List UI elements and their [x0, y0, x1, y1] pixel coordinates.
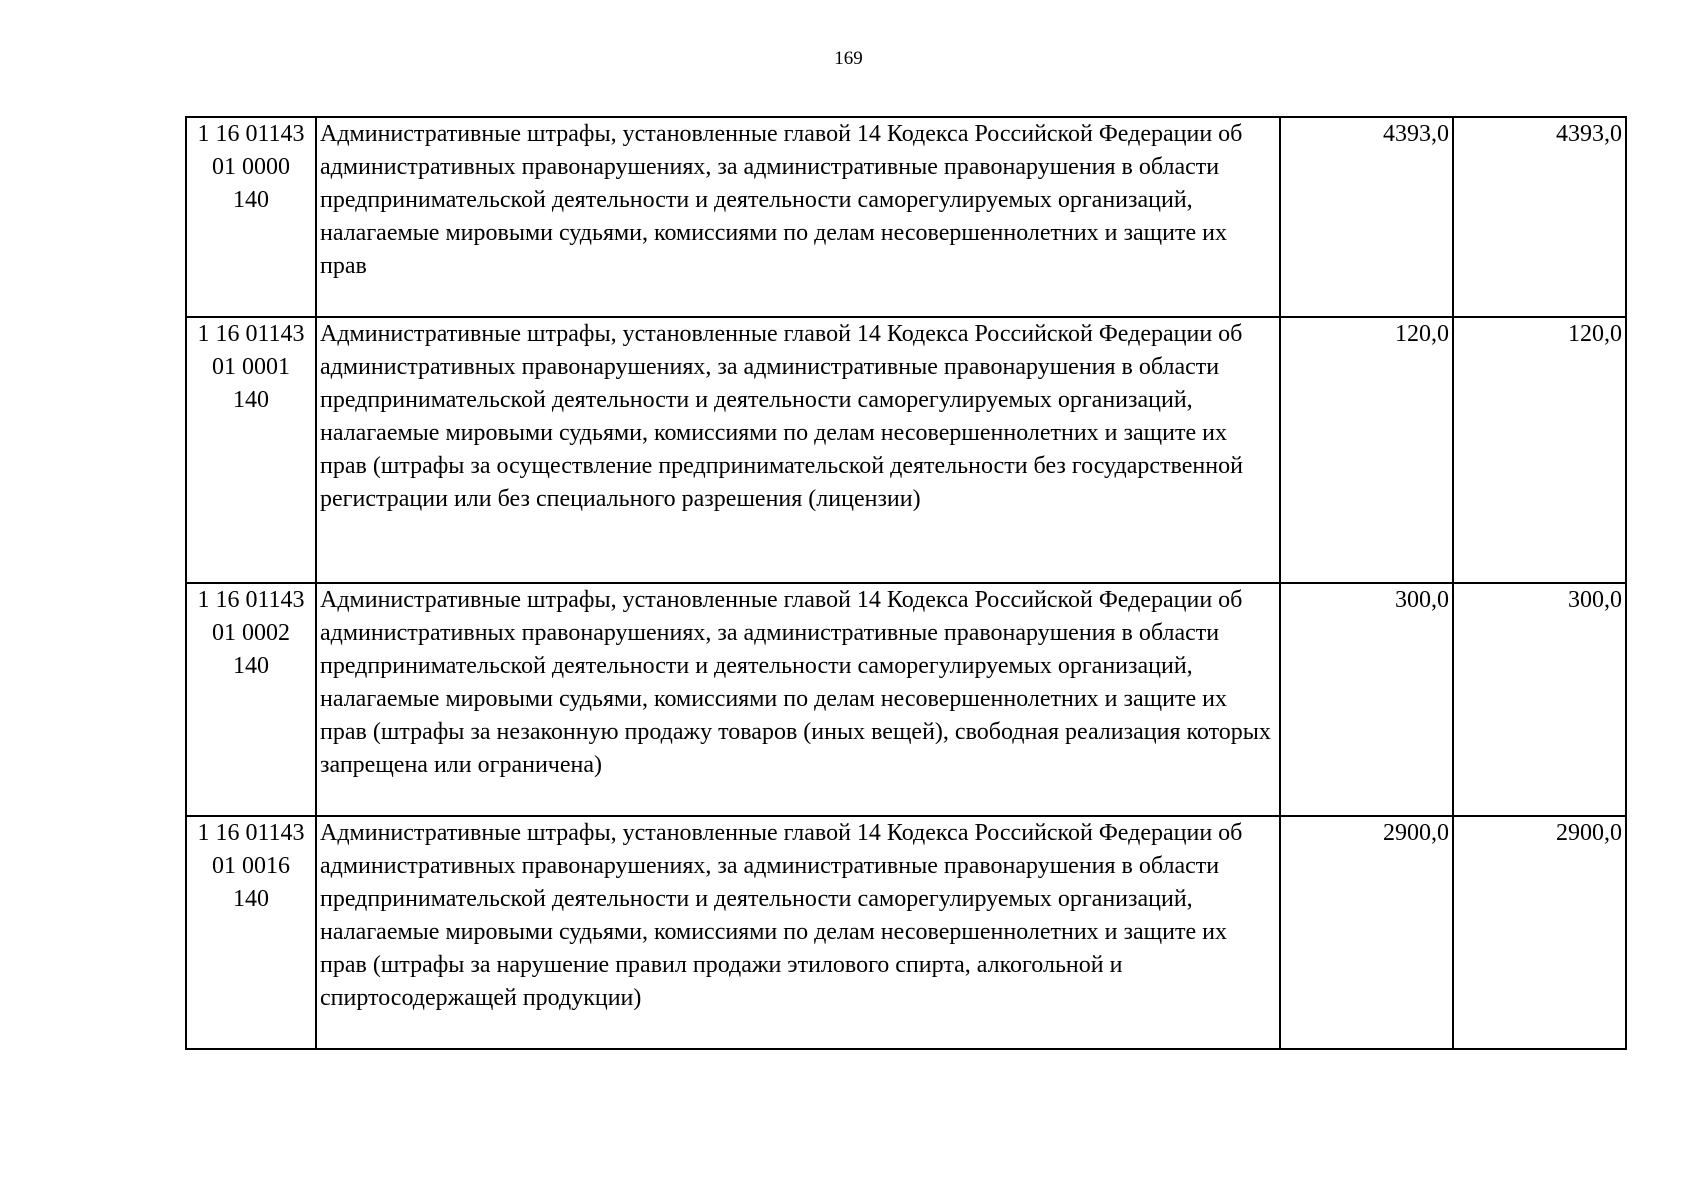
table-row — [186, 816, 1626, 1049]
budget-code-line: 140 — [233, 187, 269, 213]
budget-code-line: 1 16 01143 — [197, 587, 305, 613]
budget-code-cell — [186, 816, 316, 1049]
amount-cell-2: 300,0 — [1453, 583, 1626, 816]
amount-cell-2: 2900,0 — [1453, 816, 1626, 1049]
budget-revenue-table — [185, 116, 1627, 1050]
budget-code-line: 01 0016 — [212, 853, 290, 879]
budget-code-line: 01 0001 — [212, 354, 290, 380]
budget-code-cell — [186, 583, 316, 816]
budget-code-line: 1 16 01143 — [197, 121, 305, 147]
budget-code-line: 140 — [233, 653, 269, 679]
budget-code-line: 140 — [233, 387, 269, 413]
amount-cell-1: 4393,0 — [1280, 117, 1453, 317]
amount-cell-1: 300,0 — [1280, 583, 1453, 816]
page-number: 169 — [834, 48, 863, 69]
budget-code-cell — [186, 317, 316, 583]
table-row — [186, 583, 1626, 816]
description-cell: Административные штрафы, установленные главой 14 Кодекса Российской Федерации об административных правонарушениях, за административные правонарушения в области предпринимательской деятельности и деятельности саморегулируемых организаций, налагаемые мировыми судьями, комиссиями по делам несовершеннолетних и защите их прав (штрафы за незаконную продажу товаров (иных вещей), свободная реализация которых запрещена или ограничена) — [316, 583, 1280, 816]
budget-code-line: 1 16 01143 — [197, 820, 305, 846]
description-cell: Административные штрафы, установленные главой 14 Кодекса Российской Федерации об административных правонарушениях, за административные правонарушения в области предпринимательской деятельности и деятельности саморегулируемых организаций, налагаемые мировыми судьями, комиссиями по делам несовершеннолетних и защите их прав — [316, 117, 1280, 317]
table-row — [186, 117, 1626, 317]
table-row — [186, 317, 1626, 583]
amount-cell-2: 120,0 — [1453, 317, 1626, 583]
description-cell: Административные штрафы, установленные главой 14 Кодекса Российской Федерации об административных правонарушениях, за административные правонарушения в области предпринимательской деятельности и деятельности саморегулируемых организаций, налагаемые мировыми судьями, комиссиями по делам несовершеннолетних и защите их прав (штрафы за осуществление предпринимательской деятельности без государственной регистрации или без специального разрешения (лицензии) — [316, 317, 1280, 583]
budget-code-line: 1 16 01143 — [197, 321, 305, 347]
description-cell: Административные штрафы, установленные главой 14 Кодекса Российской Федерации об административных правонарушениях, за административные правонарушения в области предпринимательской деятельности и деятельности саморегулируемых организаций, налагаемые мировыми судьями, комиссиями по делам несовершеннолетних и защите их прав (штрафы за нарушение правил продажи этилового спирта, алкогольной и спиртосодержащей продукции) — [316, 816, 1280, 1049]
budget-code-line: 140 — [233, 886, 269, 912]
budget-code-line: 01 0000 — [212, 154, 290, 180]
amount-cell-1: 2900,0 — [1280, 816, 1453, 1049]
amount-cell-2: 4393,0 — [1453, 117, 1626, 317]
amount-cell-1: 120,0 — [1280, 317, 1453, 583]
budget-code-line: 01 0002 — [212, 620, 290, 646]
budget-code-cell — [186, 117, 316, 317]
